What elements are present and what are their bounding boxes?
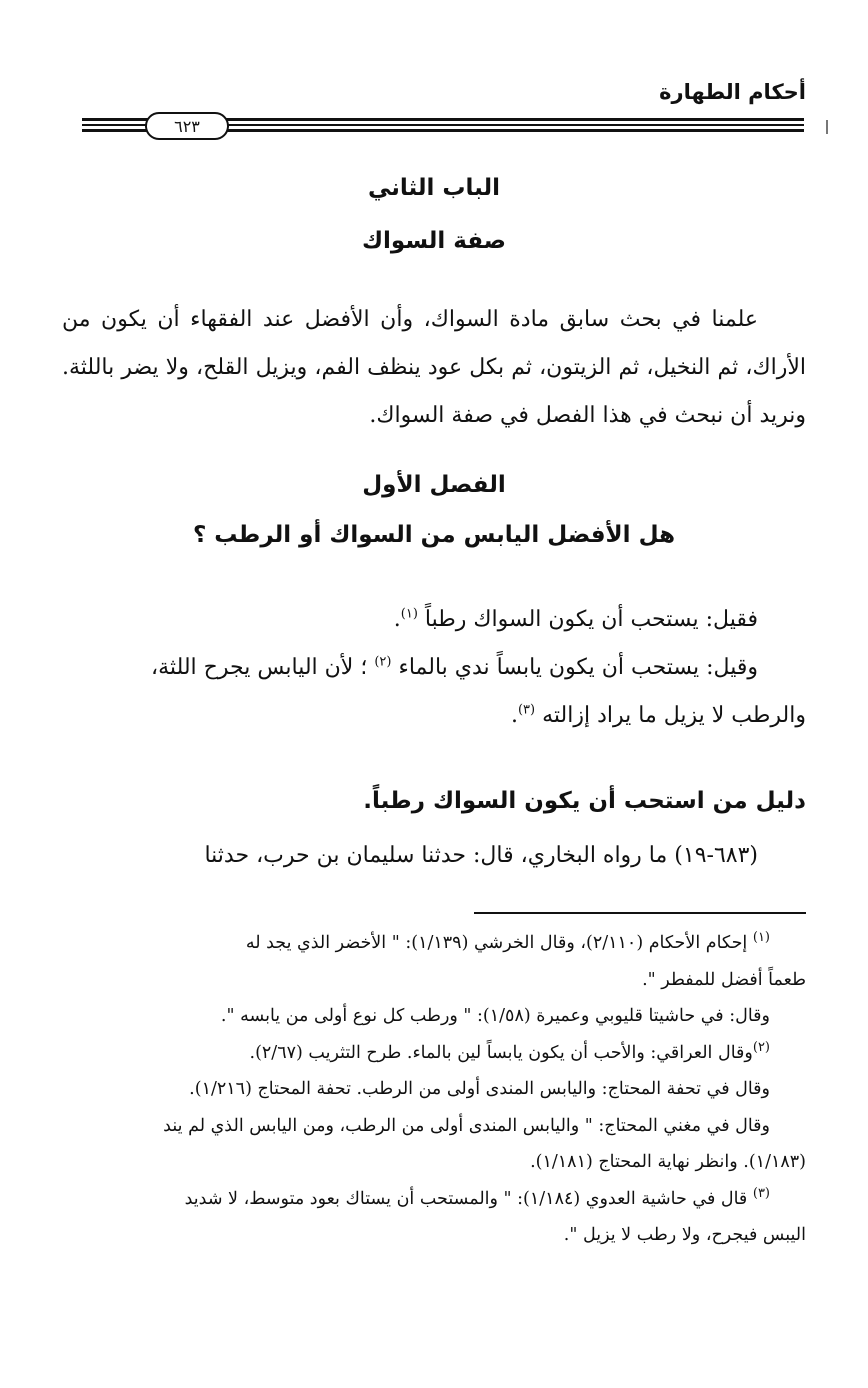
chapter-title: الباب الثاني — [367, 175, 501, 201]
footnote-ref[interactable]: (٢) — [374, 654, 392, 670]
opinion-text: ؛ لأن اليابس يجرح اللثة، — [151, 655, 368, 680]
footnotes — [62, 925, 806, 1254]
hadith-text: (٦٨٣-١٩) ما رواه البخاري، قال: حدثنا سليمان بن حرب، حدثنا — [204, 843, 758, 868]
section-title: الفصل الأول — [362, 472, 506, 498]
opinion-text: فقيل: يستحب أن يكون السواك رطباً — [424, 607, 758, 632]
opinion-line — [62, 644, 806, 692]
proof-heading: دليل من استحب أن يكون السواك رطباً. — [363, 788, 806, 814]
footnote-line: وقال في تحفة المحتاج: واليابس المندى أولى من الرطب. تحفة المحتاج (١/٢١٦). — [189, 1079, 770, 1099]
section-question: هل الأفضل اليابس من السواك أو الرطب ؟ — [192, 522, 676, 548]
hadith-paragraph — [62, 832, 806, 880]
chapter-subtitle: صفة السواك — [361, 228, 507, 254]
footnote-marker: (٢) — [752, 1039, 770, 1055]
footnote-text: إحكام الأحكام (٢/١١٠)، وقال الخرشي (١/١٣٩): " الأخضر الذي يجد له — [245, 933, 748, 953]
footnote-text: قال في حاشية العدوي (١/١٨٤): " والمستحب أن يستاك بعود متوسط، لا شديد — [184, 1188, 748, 1209]
footnote-separator — [474, 912, 806, 914]
opinion-text: والرطب لا يزيل ما يراد إزالته — [542, 703, 806, 728]
intro-paragraph: علمنا في بحث سابق مادة السواك، وأن الأفضل عند الفقهاء أن يكون من الأراك، ثم النخيل، ثم الزيتون، ثم بكل عود ينظف الفم، ويزيل القلح، ولا يضر باللثة. ونريد أن نبحث في هذا الفصل في صفة السواك. — [62, 307, 806, 428]
footnote-line — [62, 1035, 806, 1072]
header-rule — [82, 110, 804, 140]
footnote-ref[interactable]: (٣) — [517, 702, 536, 718]
footnote-line — [62, 1181, 806, 1218]
footnote-line: (١/١٨٣). وانظر نهاية المحتاج (١/١٨١). — [530, 1152, 806, 1172]
footnote-marker: (١) — [752, 930, 770, 946]
running-header-title: أحكام الطهارة — [659, 80, 806, 104]
footnote-line: وقال في مغني المحتاج: " واليابس المندى أولى من الرطب، ومن اليابس الذي لم يند — [163, 1115, 770, 1136]
footnote-line: طعماً أفضل للمفطر ". — [642, 969, 806, 990]
opinion-line: والرطب لا يزيل ما يراد إزالته $^{(٣)}$. — [510, 702, 806, 728]
page-number: ٦٢٣ — [145, 112, 229, 140]
margin-mark — [826, 120, 828, 134]
footnote-line: اليبس فيجرح، ولا رطب لا يزيل ". — [563, 1225, 806, 1245]
opinion-text: وقيل: يستحب أن يكون يابساً ندي بالماء — [398, 655, 758, 680]
footnote-ref[interactable]: (١) — [400, 606, 418, 622]
footnote-text: وقال العراقي: والأحب أن يكون يابساً لين بالماء. طرح التثريب (٢/٦٧). — [249, 1042, 753, 1063]
footnote-line: وقال: في حاشيتا قليوبي وعميرة (١/٥٨): " ورطب كل نوع أولى من يابسه ". — [220, 1006, 770, 1026]
footnote-marker: (٣) — [752, 1185, 770, 1201]
opinions-paragraph — [62, 596, 806, 740]
footnote-line — [62, 925, 806, 962]
opinion-line: فقيل: يستحب أن يكون السواك رطباً $^{(١)}$. — [393, 606, 758, 632]
